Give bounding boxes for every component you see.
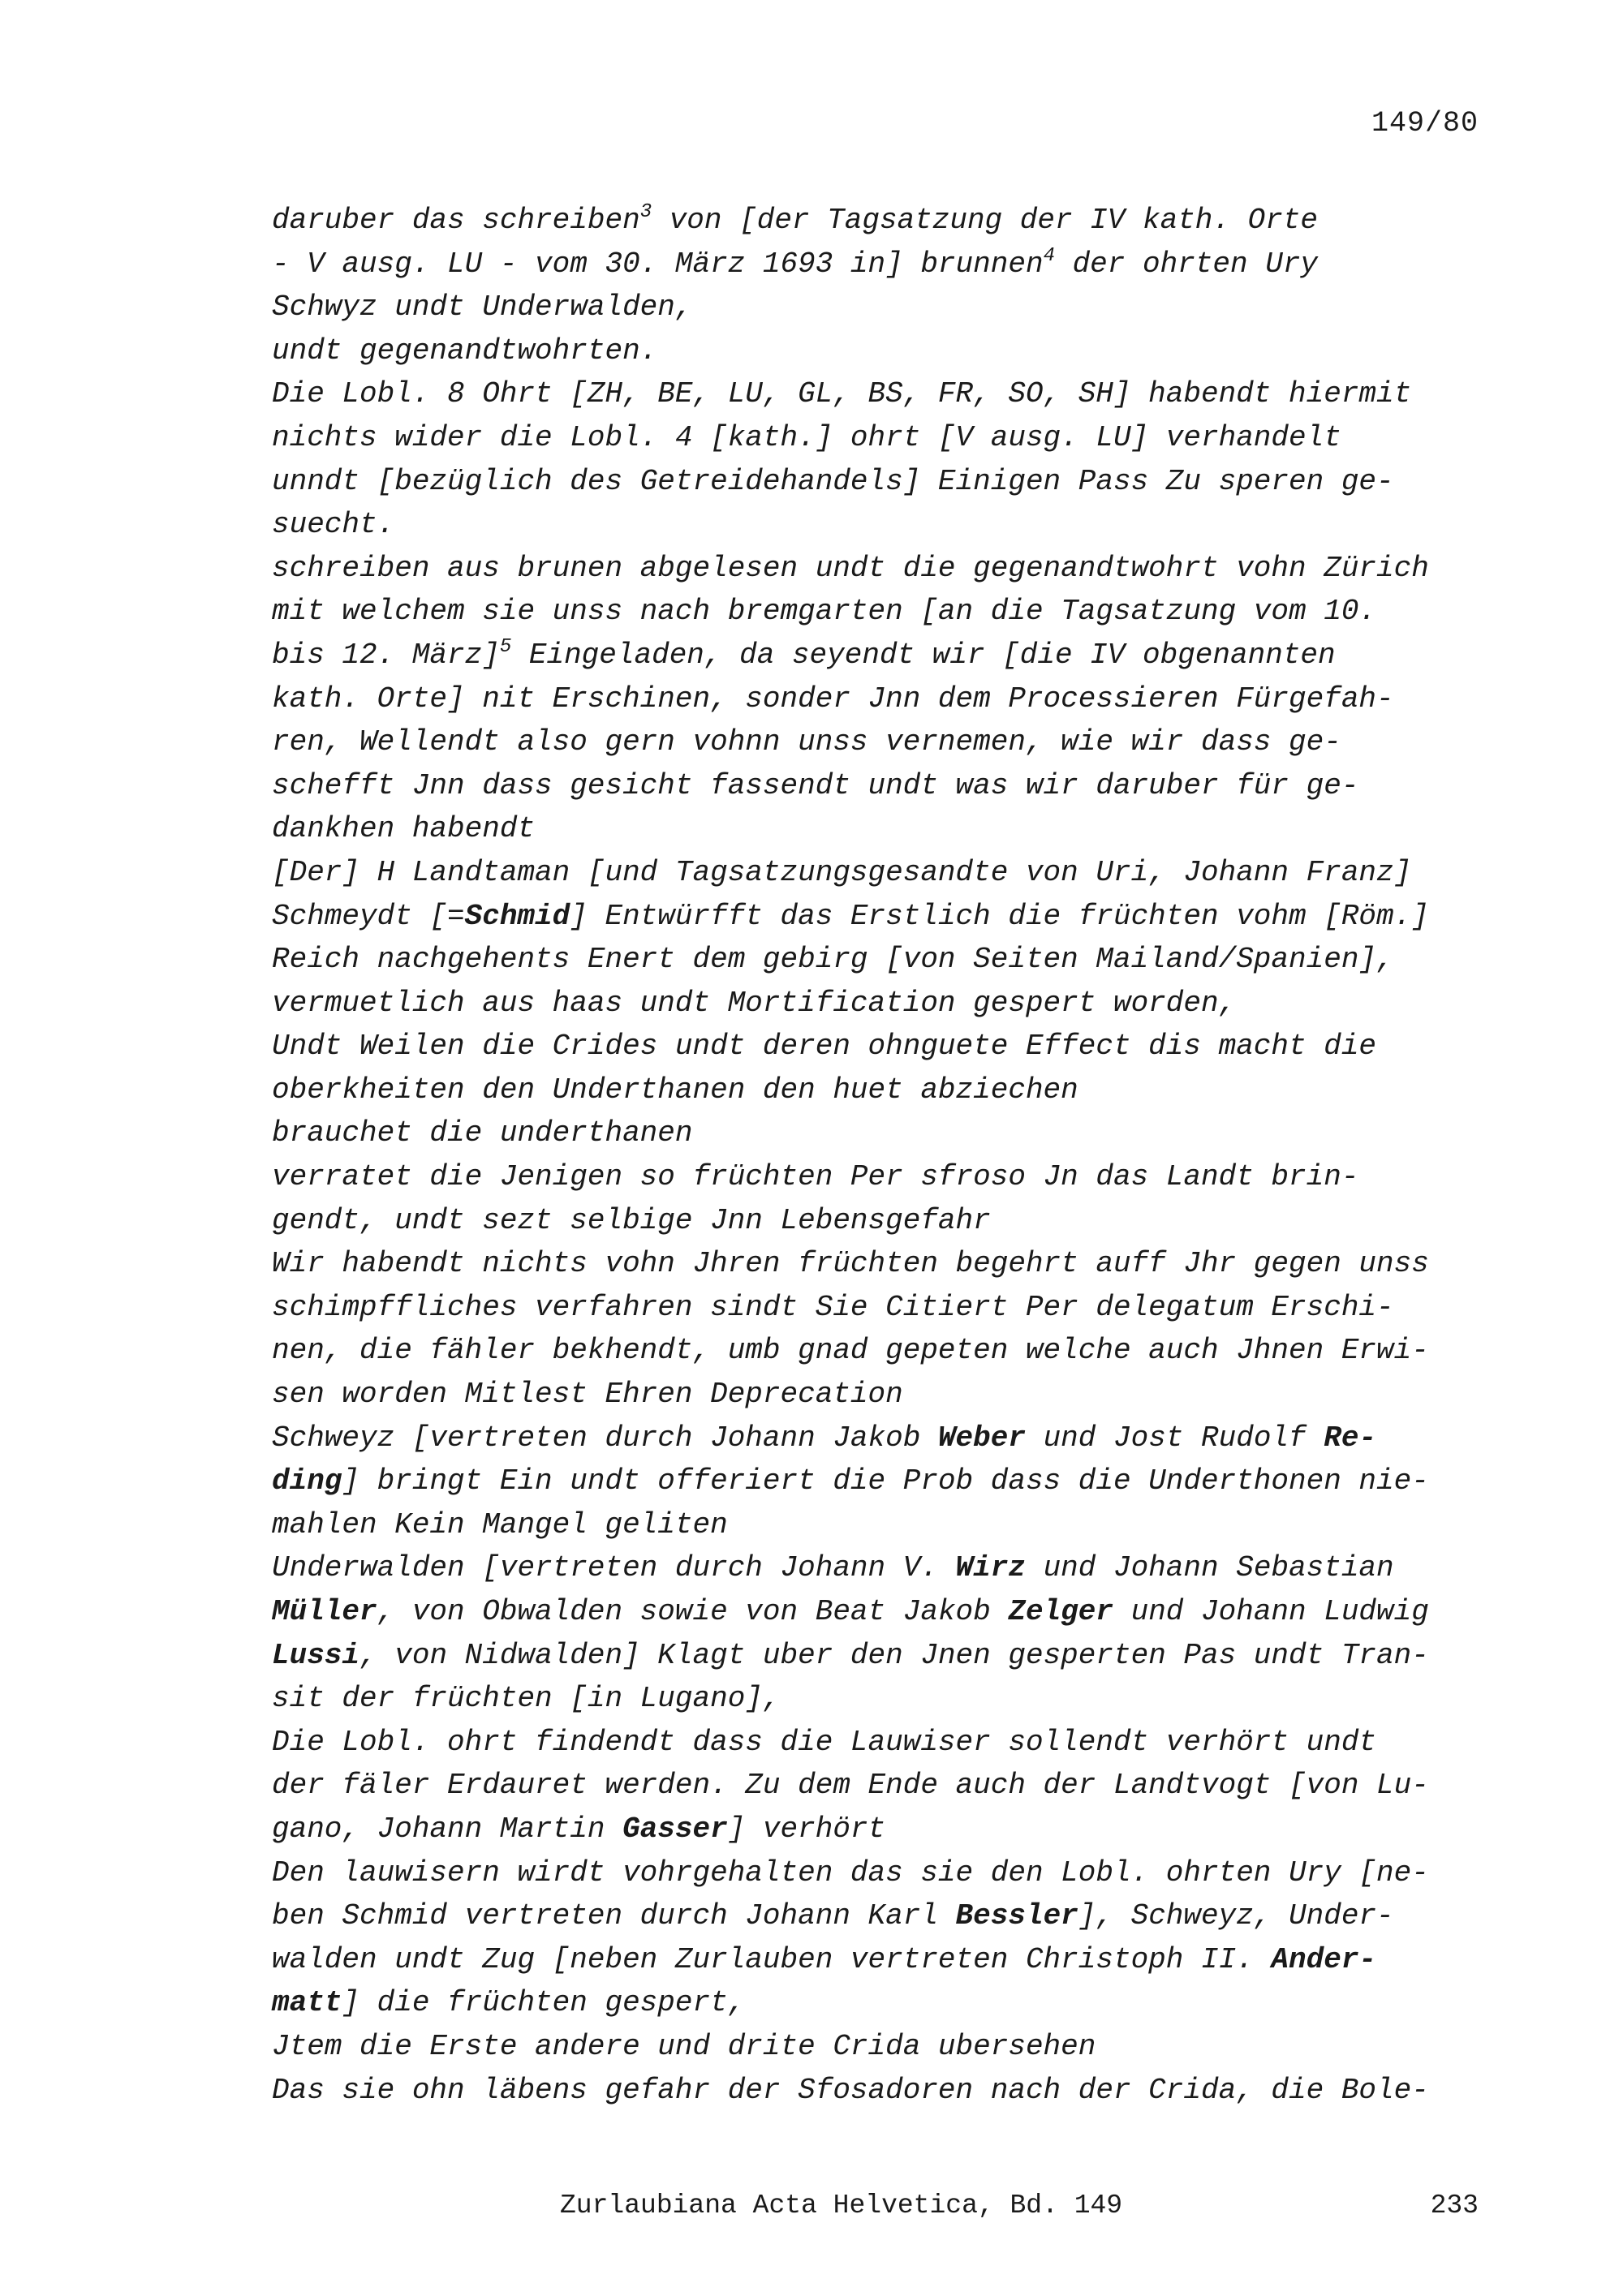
text-segment: gano, Johann Martin — [272, 1812, 623, 1846]
text-line — [272, 2069, 1489, 2113]
text-segment: ren, Wellendt also gern vohnn unss vernemen, wie wir dass ge- — [272, 725, 1341, 759]
footnote-marker: 4 — [1043, 244, 1055, 267]
text-segment: ], Schweyz, Under- — [1078, 1899, 1394, 1933]
footnote-marker: 3 — [639, 201, 652, 223]
text-line — [272, 1503, 1489, 1547]
text-line — [272, 1286, 1489, 1330]
person-name: Schmid — [464, 899, 570, 933]
text-segment: sit der früchten [in Lugano], — [272, 1682, 781, 1716]
text-segment: mahlen Kein Mangel geliten — [272, 1507, 728, 1541]
text-segment: ] bringt Ein undt offeriert die Prob dass die Underthonen nie- — [342, 1464, 1429, 1498]
text-segment: und Johann Ludwig — [1113, 1595, 1429, 1628]
text-line — [272, 243, 1489, 286]
text-line — [272, 1938, 1489, 1982]
person-name: matt — [272, 1986, 342, 2020]
text-segment: dankhen habendt — [272, 812, 536, 846]
text-segment: schimpffliches verfahren sindt Sie Citiert Per delegatum Erschi- — [272, 1290, 1394, 1324]
text-line — [272, 895, 1489, 939]
text-line — [272, 372, 1489, 416]
text-segment: brauchet die underthanen — [272, 1116, 693, 1150]
text-line — [272, 938, 1489, 982]
text-segment: nen, die fähler bekhendt, umb gnad gepeten welche auch Jhnen Erwi- — [272, 1334, 1429, 1368]
person-name: Gasser — [622, 1812, 728, 1846]
text-segment: , von Obwalden sowie von Beat Jakob — [377, 1595, 1009, 1628]
text-segment: Jtem die Erste andere und drite Crida ubersehen — [272, 2029, 1096, 2063]
text-segment: Die Lobl. ohrt findendt dass die Lauwiser sollendt verhört undt — [272, 1725, 1377, 1759]
text-segment: mit welchem sie unss nach bremgarten [an die Tagsatzung vom 10. — [272, 595, 1377, 629]
text-segment: schefft Jnn dass gesicht fassendt undt was wir daruber für ge- — [272, 768, 1359, 802]
text-line — [272, 1111, 1489, 1155]
footnote-marker: 5 — [499, 635, 512, 658]
text-line — [272, 851, 1489, 895]
person-name: ding — [272, 1464, 342, 1498]
text-line — [272, 1025, 1489, 1068]
text-segment: sen worden Mitlest Ehren Deprecation — [272, 1378, 903, 1412]
footer-page-number: 233 — [1430, 2191, 1479, 2221]
text-segment: unndt [bezüglich des Getreidehandels] Einigen Pass Zu speren ge- — [272, 464, 1394, 498]
text-segment: - V ausg. LU - vom 30. März 1693 in] brunnen — [272, 247, 1044, 281]
text-segment: undt gegenandtwohrten. — [272, 333, 658, 368]
text-segment: schreiben aus brunen abgelesen undt die gegenandtwohrt vohn Zürich — [272, 551, 1429, 585]
text-segment: walden undt Zug [neben Zurlauben vertreten Christoph II. — [272, 1942, 1272, 1976]
text-segment: suecht. — [272, 508, 395, 542]
text-line — [272, 590, 1489, 634]
person-name: Wirz — [955, 1551, 1026, 1585]
text-line — [272, 547, 1489, 591]
text-segment: Undt Weilen die Crides undt deren ohnguete Effect dis macht die — [272, 1030, 1377, 1064]
text-segment: bis 12. März] — [272, 638, 500, 672]
text-segment: Eingeladen, da seyendt wir [die IV obgenannten — [511, 638, 1336, 672]
text-segment: verratet die Jenigen so früchten Per sfroso Jn das Landt brin- — [272, 1160, 1359, 1194]
text-line — [272, 1677, 1489, 1721]
text-line — [272, 1546, 1489, 1590]
text-segment: Reich nachgehents Enert dem gebirg [von Seiten Mailand/Spanien], — [272, 943, 1394, 977]
text-line — [272, 286, 1489, 329]
text-segment: , von Nidwalden] Klagt uber den Jnen gesperten Pas undt Tran- — [359, 1638, 1429, 1672]
text-segment: vermuetlich aus haas undt Mortification gespert worden, — [272, 986, 1237, 1020]
text-line — [272, 1417, 1489, 1460]
text-line — [272, 1373, 1489, 1417]
text-segment: ] die früchten gespert, — [342, 1986, 746, 2020]
text-segment: oberkheiten den Underthanen den huet abziechen — [272, 1073, 1078, 1107]
text-line — [272, 764, 1489, 808]
text-line — [272, 1851, 1489, 1895]
text-line — [272, 1764, 1489, 1808]
person-name: Ander- — [1271, 1942, 1377, 1976]
text-segment: Den lauwisern wirdt vohrgehalten das sie den Lobl. ohrten Ury [ne- — [272, 1855, 1429, 1890]
text-line — [272, 460, 1489, 504]
page-footer — [0, 2191, 1623, 2231]
text-segment: und Jost Rudolf — [1025, 1421, 1324, 1455]
text-segment: Das sie ohn läbens gefahr der Sfosadoren nach der Crida, die Bole- — [272, 2073, 1429, 2107]
text-line — [272, 1329, 1489, 1373]
person-name: Lussi — [272, 1638, 360, 1672]
page-folio: 149/80 — [1371, 107, 1479, 140]
text-line — [272, 982, 1489, 1025]
text-line — [272, 1068, 1489, 1112]
text-line — [272, 677, 1489, 721]
text-line — [272, 1155, 1489, 1199]
text-segment: und Johann Sebastian — [1025, 1551, 1394, 1585]
person-name: Bessler — [955, 1899, 1078, 1933]
text-segment: Schwyz undt Underwalden, — [272, 290, 693, 325]
text-line — [272, 1634, 1489, 1678]
text-segment: Wir habendt nichts vohn Jhren früchten begehrt auff Jhr gegen unss — [272, 1247, 1429, 1281]
text-line — [272, 1808, 1489, 1851]
text-line — [272, 807, 1489, 851]
text-segment: [Der] H Landtaman [und Tagsatzungsgesandte von Uri, Johann Franz] — [272, 855, 1412, 889]
text-segment: der fäler Erdauret werden. Zu dem Ende auch der Landtvogt [von Lu- — [272, 1769, 1429, 1803]
text-segment: ben Schmid vertreten durch Johann Karl — [272, 1899, 956, 1933]
text-line — [272, 199, 1489, 243]
text-segment: Schmeydt [= — [272, 899, 465, 933]
text-line — [272, 1460, 1489, 1503]
text-line — [272, 720, 1489, 764]
text-line — [272, 2025, 1489, 2069]
text-segment: daruber das schreiben — [272, 204, 640, 237]
person-name: Re- — [1324, 1421, 1377, 1455]
text-segment: Die Lobl. 8 Ohrt [ZH, BE, LU, GL, BS, FR, SO, SH] habendt hiermit — [272, 377, 1412, 411]
footer-title: Zurlaubiana Acta Helvetica, Bd. 149 — [560, 2191, 1123, 2221]
text-line — [272, 416, 1489, 460]
document-body — [272, 199, 1489, 2112]
text-line — [272, 1721, 1489, 1765]
text-segment: gendt, undt sezt selbige Jnn Lebensgefahr — [272, 1203, 991, 1237]
person-name: Müller — [272, 1595, 377, 1628]
text-line — [272, 1590, 1489, 1634]
text-line — [272, 1242, 1489, 1286]
text-line — [272, 634, 1489, 677]
person-name: Weber — [937, 1421, 1026, 1455]
text-segment: nichts wider die Lobl. 4 [kath.] ohrt [V ausg. LU] verhandelt — [272, 420, 1341, 454]
text-line — [272, 329, 1489, 373]
text-segment: ] verhört — [727, 1812, 886, 1846]
text-line — [272, 1894, 1489, 1938]
text-line — [272, 503, 1489, 547]
person-name: Zelger — [1008, 1595, 1113, 1628]
text-line — [272, 1981, 1489, 2025]
text-segment: ] Entwürfft das Erstlich die früchten vohm [Röm.] — [570, 899, 1429, 933]
text-segment: Underwalden [vertreten durch Johann V. — [272, 1551, 956, 1585]
text-segment: Schweyz [vertreten durch Johann Jakob — [272, 1421, 938, 1455]
text-line — [272, 1199, 1489, 1243]
text-segment: der ohrten Ury — [1054, 247, 1319, 281]
text-segment: von [der Tagsatzung der IV kath. Orte — [652, 204, 1319, 237]
text-segment: kath. Orte] nit Erschinen, sonder Jnn dem Processieren Fürgefah- — [272, 681, 1394, 716]
